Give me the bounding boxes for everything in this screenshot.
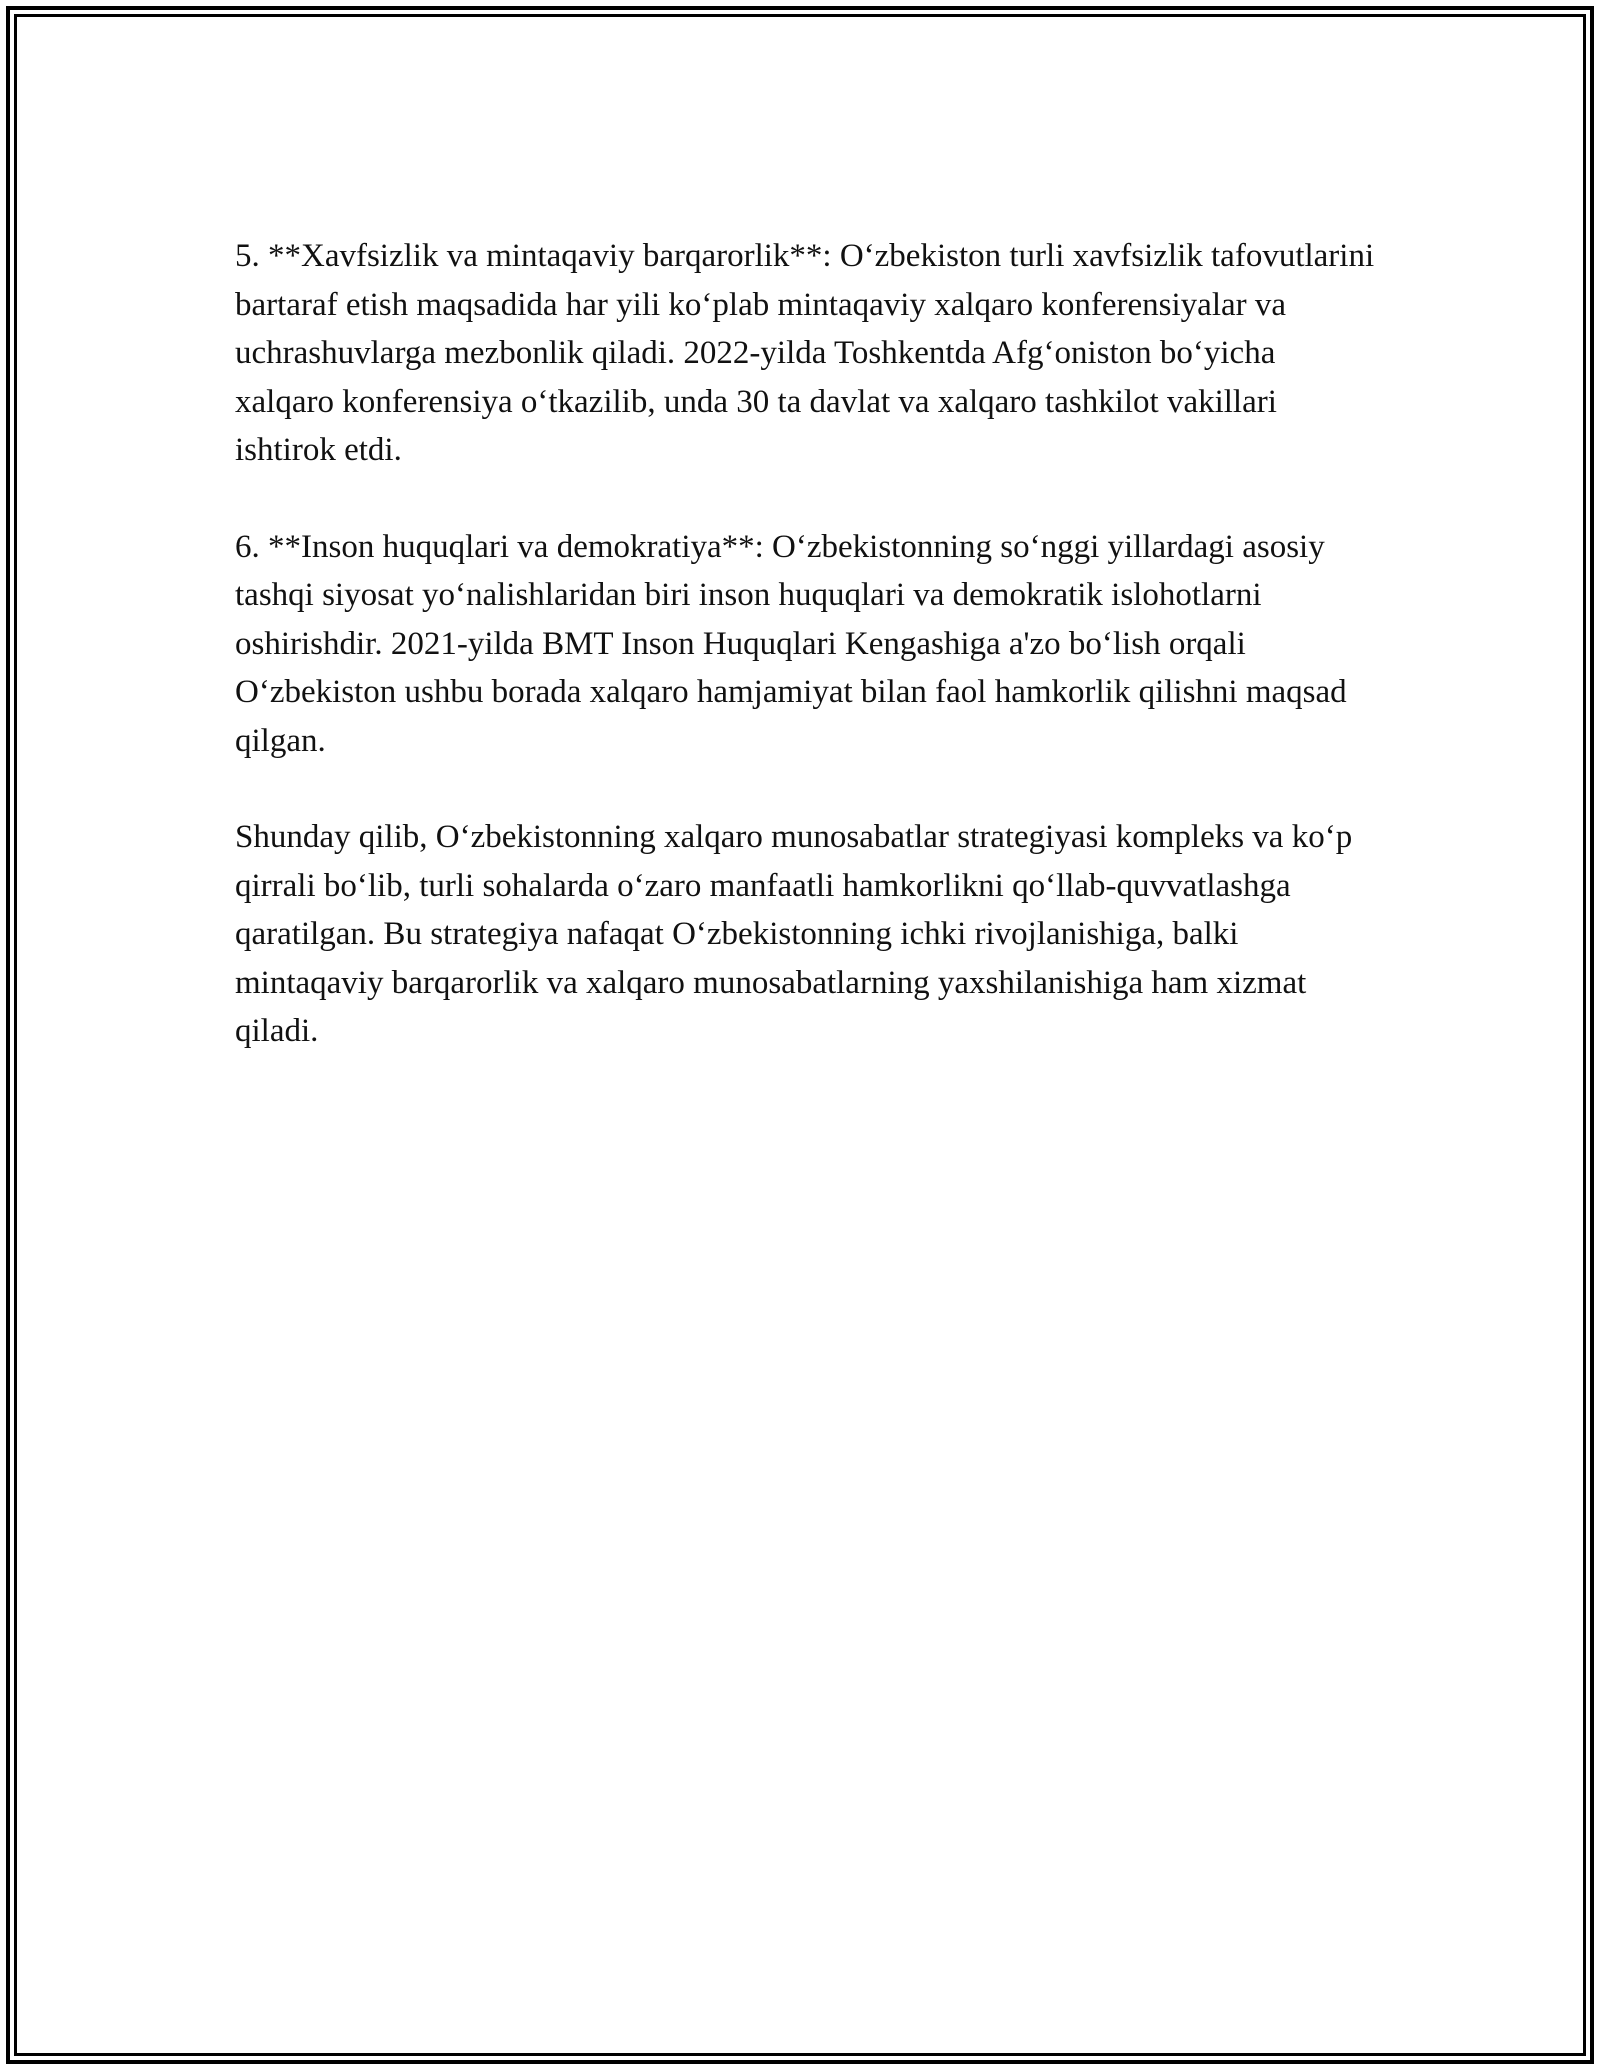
paragraph-human-rights: 6. **Inson huquqlari va demokratiya**: O‘zbekistonning so‘nggi yillardagi asosiy tashqi siyosat yo‘nalishlaridan biri inson huquqlari va demokratik islohotlarni oshirishdir. 2021-yilda BMT Inson Huquqlari Kengashiga a'zo bo‘lish orqali O‘zbekiston ushbu borada xalqaro hamjamiyat bilan faol hamkorlik qilishni maqsad qilgan. [235, 528, 1347, 759]
paragraph-security: 5. **Xavfsizlik va mintaqaviy barqarorlik**: O‘zbekiston turli xavfsizlik tafovutlarini bartaraf etish maqsadida har yili ko‘plab mintaqaviy xalqaro konferensiyalar va uchrashuvlarga mezbonlik qiladi. 2022-yilda Toshkentda Afg‘oniston bo‘yicha xalqaro konferensiya o‘tkazilib, unda 30 ta davlat va xalqaro tashkilot vakillari ishtirok etdi. [235, 238, 1375, 468]
paragraph-conclusion: Shunday qilib, O‘zbekistonning xalqaro munosabatlar strategiyasi kompleks va ko‘p qirrali bo‘lib, turli sohalarda o‘zaro manfaatli hamkorlikni qo‘llab-quvvatlashga qaratilgan. Bu strategiya nafaqat O‘zbekistonning ichki rivojlanishiga, balki mintaqaviy barqarorlik va xalqaro munosabatlarning yaxshilanishiga ham xizmat qiladi. [235, 819, 1353, 1049]
document-body [235, 232, 1375, 1104]
